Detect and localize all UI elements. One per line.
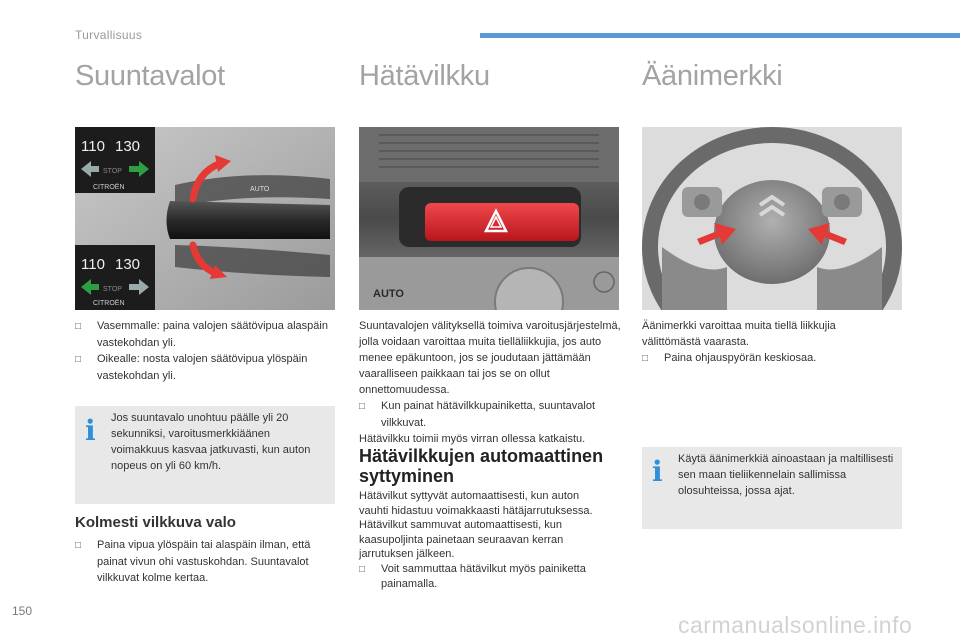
heading-automaattinen: Hätävilkkujen automaattinen syttyminen — [359, 446, 604, 486]
title-hatavilkku: Hätävilkku — [359, 60, 490, 92]
gauge-110-bottom: 110 — [81, 256, 105, 273]
brand-top: CITROËN — [93, 184, 125, 191]
info-text-left: Jos suuntavalo unohtuu päälle yli 20 sekunniksi, varoitusmerkkiäänen voimakkuus kasvaa jatkuvasti, kun auton nopeus on yli 60 km/h. — [111, 412, 311, 472]
square-bullet-icon: □ — [75, 540, 82, 551]
square-bullet-icon: □ — [359, 563, 366, 575]
stop-label-bottom: STOP — [103, 286, 122, 293]
section-label: Turvallisuus — [75, 28, 143, 42]
middle-auto-text — [359, 489, 599, 592]
stop-label-top: STOP — [103, 168, 122, 175]
aanimerkki-intro: Äänimerkki varoittaa muita tiellä liikkujia välittömästä vaarasta. — [642, 320, 836, 348]
square-bullet-icon: □ — [75, 321, 82, 332]
bullet-vasemmalle: Vasemmalle: paina valojen säätövipua alaspäin vastekohdan yli. — [97, 320, 328, 349]
title-aanimerkki: Äänimerkki — [642, 60, 783, 92]
brand-bottom: CITROËN — [93, 300, 125, 307]
square-bullet-icon: □ — [642, 353, 649, 364]
watermark: carmanualsonline.info — [678, 612, 913, 638]
bullet-aanimerkki: Paina ohjauspyörän keskiosaa. — [664, 352, 817, 364]
bullet-kolmesti: Paina vipua ylöspäin tai alaspäin ilman, että painat vivun ohi vastuskohdan. Suuntavalot vilkkuvat kolme kertaa. — [97, 539, 311, 584]
info-icon: i — [652, 455, 663, 488]
hatavilkku-intro: Suuntavalojen välityksellä toimiva varoitusjärjestelmä, jolla voidaan varoittaa muita tielläliikkujia, jos auto menee epäkuntoon, jos se joudutaan jättämään vaaralliseen paikkaan tai jos se on ollut onnettomuudessa. — [359, 320, 621, 396]
subheading-kolmesti: Kolmesti vilkkuva valo — [75, 514, 236, 531]
page-number: 150 — [12, 604, 33, 618]
gauge-130-bottom: 130 — [115, 256, 141, 273]
photo-turn-signal-stalk — [75, 127, 335, 310]
info-text-right: Käytä äänimerkkiä ainoastaan ja maltillisesti sen maan tieliikennelain sallimissa olosuhteissa, jossa ajat. — [678, 453, 894, 497]
auto-label-stalk: AUTO — [250, 186, 270, 193]
info-box-left — [75, 406, 335, 504]
header-accent-bar — [480, 33, 960, 38]
gauge-130-top: 130 — [115, 138, 141, 155]
photo-hazard-button — [359, 127, 619, 310]
hatavilkku-note: Hätävilkku toimii myös virran ollessa katkaistu. — [359, 433, 586, 445]
square-bullet-icon: □ — [359, 401, 366, 412]
info-box-right — [642, 447, 902, 529]
left-bullets — [75, 318, 335, 384]
photo-steering-wheel — [642, 127, 902, 310]
bullet-auto: Voit sammuttaa hätävilkut myös painiketta painamalla. — [381, 562, 586, 590]
middle-text — [359, 318, 621, 447]
left-sub-bullet — [75, 537, 325, 586]
auto-text-2: Hätävilkut sammuvat automaattisesti, kun kaasupoljinta painetaan seuraavan kerran jarrutuksen jälkeen. — [359, 519, 564, 560]
right-text — [642, 318, 882, 367]
bullet-oikealle: Oikealle: nosta valojen säätövipua ylöspäin vastekohdan yli. — [97, 353, 308, 382]
bullet-hatavilkku: Kun painat hätävilkkupainiketta, suuntavalot vilkkuvat. — [381, 400, 596, 429]
square-bullet-icon: □ — [75, 354, 82, 365]
auto-text-1: Hätävilkut syttyvät automaattisesti, kun auton vauhti hidastuu voimakkaasti hätäjarrutuksessa. — [359, 490, 593, 517]
auto-label-climate: AUTO — [373, 288, 404, 300]
title-suuntavalot: Suuntavalot — [75, 60, 225, 92]
gauge-110-top: 110 — [81, 138, 105, 155]
info-icon: i — [85, 414, 96, 447]
